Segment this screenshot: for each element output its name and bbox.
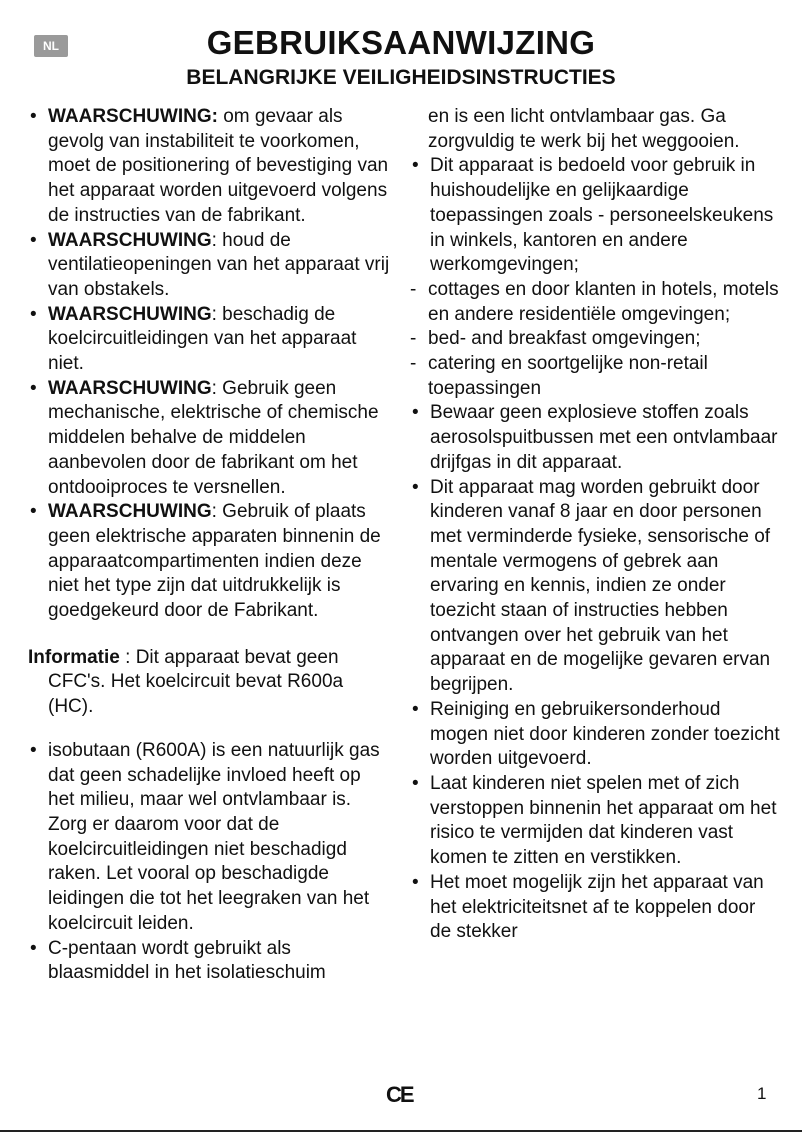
warning-item-appliances xyxy=(28,500,392,624)
list-item-household-use xyxy=(410,154,780,278)
language-badge: NL xyxy=(34,35,68,57)
right-column xyxy=(410,105,780,945)
list-item-text: Dit apparaat mag worden gebruikt door kinderen vanaf 8 jaar en door personen met verminderde fysieke, sensorische of mentale vermogens of gebrek aan ervaring en kennis, indien ze onder toezicht staan of instructies hebben ontvangen over het gebruik van het apparaat en de mogelijke gevaren ervan begrijpen. xyxy=(430,476,771,696)
warning-text: : houd de ventilatieopeningen van het apparaat vrij van obstakels. xyxy=(48,229,390,300)
list-item-explosives xyxy=(410,401,780,475)
info-paragraph xyxy=(28,646,392,720)
warning-label: WAARSCHUWING xyxy=(48,229,212,251)
info-label: Informatie xyxy=(28,646,120,668)
bullet-icon: • xyxy=(412,155,419,177)
page-title: GEBRUIKSAANWIJZING xyxy=(206,24,596,61)
list-item-children-play xyxy=(410,772,780,871)
warning-text: : Gebruik geen mechanische, elektrische of chemische middelen behalve de middelen aanbevolen door de fabrikant om het ontdooiproces te versnellen. xyxy=(48,377,379,498)
list-item-text: Reiniging en gebruikersonderhoud mogen niet door kinderen zonder toezicht worden uitgevoerd. xyxy=(430,698,780,770)
list-item-text: isobutaan (R600A) is een natuurlijk gas dat geen schadelijke invloed heeft op het milieu, maar wel ontvlambaar is. Zorg er daarom voor dat de koelcircuitleidingen niet beschadigd raken. Let vooral op beschadigde leidingen die tot het leegraken van het koelcircuit leiden. xyxy=(48,739,380,934)
list-item-text: Het moet mogelijk zijn het apparaat van het elektriciteitsnet af te koppelen door de stekker xyxy=(430,871,764,943)
warning-label: WAARSCHUWING: xyxy=(48,106,218,127)
warning-item-ventilation xyxy=(28,229,392,303)
list-item-text: Bewaar geen explosieve stoffen zoals aerosolspuitbussen met een ontvlambaar drijfgas in dit apparaat. xyxy=(430,402,778,473)
page-number: 1 xyxy=(757,1084,767,1103)
warning-item-defrost xyxy=(28,377,392,501)
bullet-icon: • xyxy=(30,739,37,761)
page-subtitle: BELANGRIJKE VEILIGHEIDSINSTRUCTIES xyxy=(186,66,616,89)
left-column xyxy=(28,105,392,986)
warning-item-circuit xyxy=(28,303,392,377)
bottom-divider xyxy=(0,1130,802,1132)
dash-icon: - xyxy=(410,328,417,350)
list-item-text: Dit apparaat is bedoeld voor gebruik in huishoudelijke en gelijkaardige toepassingen zoals - personeelskeukens in winkels, kantoren en andere werkomgevingen; xyxy=(430,155,774,276)
ce-mark-icon: CE xyxy=(386,1082,413,1107)
warning-text: : beschadig de koelcircuitleidingen van het apparaat niet. xyxy=(48,303,357,375)
bullet-icon: • xyxy=(412,476,419,498)
list-item-disconnect xyxy=(410,871,780,945)
dash-icon: - xyxy=(410,278,417,300)
warning-text: : Gebruik of plaats geen elektrische apparaten binnenin de apparaatcompartimenten indien deze niet het type zijn dat uitdrukkelijk is goedgekeurd door de Fabrikant. xyxy=(48,501,381,622)
list-item-text: cottages en door klanten in hotels, motels en andere residentiële omgevingen; xyxy=(428,278,779,325)
list-item-children-use xyxy=(410,476,780,698)
list-item-text: Laat kinderen niet spelen met of zich verstoppen binnenin het apparaat om het risico te vermijden dat kinderen vast komen te zitten en verstikken. xyxy=(430,772,777,869)
bullet-icon: • xyxy=(30,106,37,127)
bullet-icon: • xyxy=(30,377,37,399)
list-item-continuation xyxy=(410,105,780,154)
bullet-icon: • xyxy=(412,871,419,893)
bullet-icon: • xyxy=(30,937,37,959)
list-item-isobutane xyxy=(28,739,392,937)
dash-item-cottages xyxy=(410,278,780,327)
list-item-text: en is een licht ontvlambaar gas. Ga zorgvuldig te werk bij het weggooien. xyxy=(428,106,740,152)
dash-item-catering xyxy=(410,352,780,401)
dash-icon: - xyxy=(410,353,417,375)
warning-text: om gevaar als gevolg van instabiliteit te voorkomen, moet de positionering of bevestiging van het apparaat worden uitgevoerd volgens de instructies van de fabrikant. xyxy=(48,106,389,226)
list-item-cleaning xyxy=(410,698,780,772)
list-item-text: C-pentaan wordt gebruikt als blaasmiddel in het isolatieschuim xyxy=(48,937,326,984)
bullet-icon: • xyxy=(412,698,419,720)
warning-label: WAARSCHUWING xyxy=(48,303,212,325)
info-text: : Dit apparaat bevat geen CFC's. Het koelcircuit bevat R600a (HC). xyxy=(48,646,344,718)
warning-label: WAARSCHUWING xyxy=(48,377,212,399)
bullet-icon: • xyxy=(412,772,419,794)
bullet-icon: • xyxy=(412,402,419,424)
bullet-icon: • xyxy=(30,501,37,523)
list-item-cyclopentane xyxy=(28,937,392,986)
list-item-text: catering en soortgelijke non-retail toepassingen xyxy=(428,353,708,399)
dash-item-bed-breakfast xyxy=(410,327,780,352)
bullet-icon: • xyxy=(30,303,37,325)
list-item-text: bed- and breakfast omgevingen; xyxy=(428,328,701,350)
bullet-icon: • xyxy=(30,229,37,251)
warning-label: WAARSCHUWING xyxy=(48,501,212,523)
warning-item-stability xyxy=(28,105,392,229)
